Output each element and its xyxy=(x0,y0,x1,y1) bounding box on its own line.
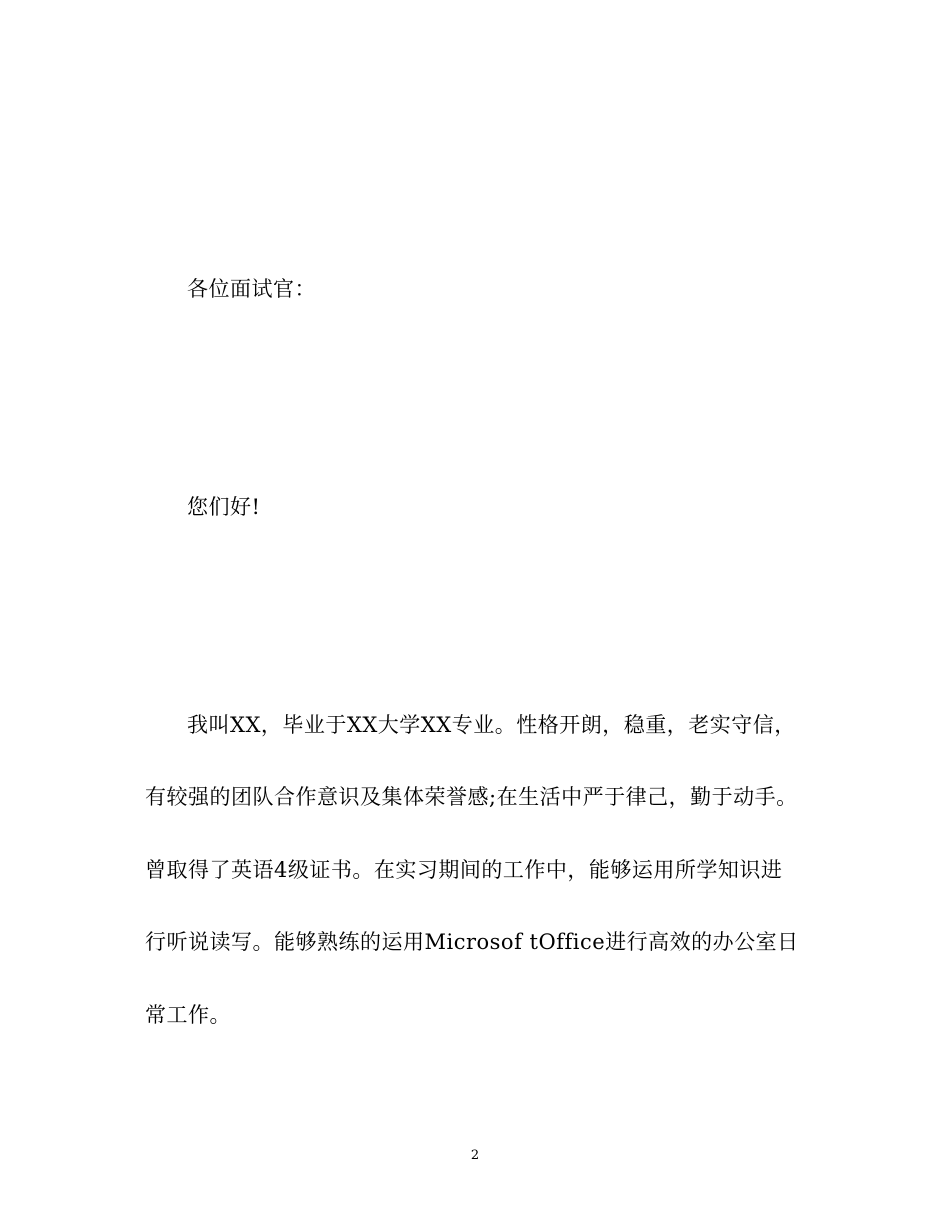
page-number: 2 xyxy=(470,1148,480,1163)
greeting: 您们好! xyxy=(187,495,261,519)
paragraph-line: 有较强的团队合作意识及集体荣誉感;在生活中严于律己，勤于动手。 xyxy=(145,785,798,809)
paragraph-line: 行听说读写。能够熟练的运用Microsof tOffice进行高效的办公室日 xyxy=(145,930,799,954)
paragraph-line: 我叫XX，毕业于XX大学XX专业。性格开朗，稳重，老实守信， xyxy=(187,713,796,737)
paragraph-line: 曾取得了英语4级证书。在实习期间的工作中，能够运用所学知识进 xyxy=(145,858,783,882)
salutation: 各位面试官： xyxy=(187,277,316,301)
paragraph-line: 常工作。 xyxy=(145,1003,231,1027)
